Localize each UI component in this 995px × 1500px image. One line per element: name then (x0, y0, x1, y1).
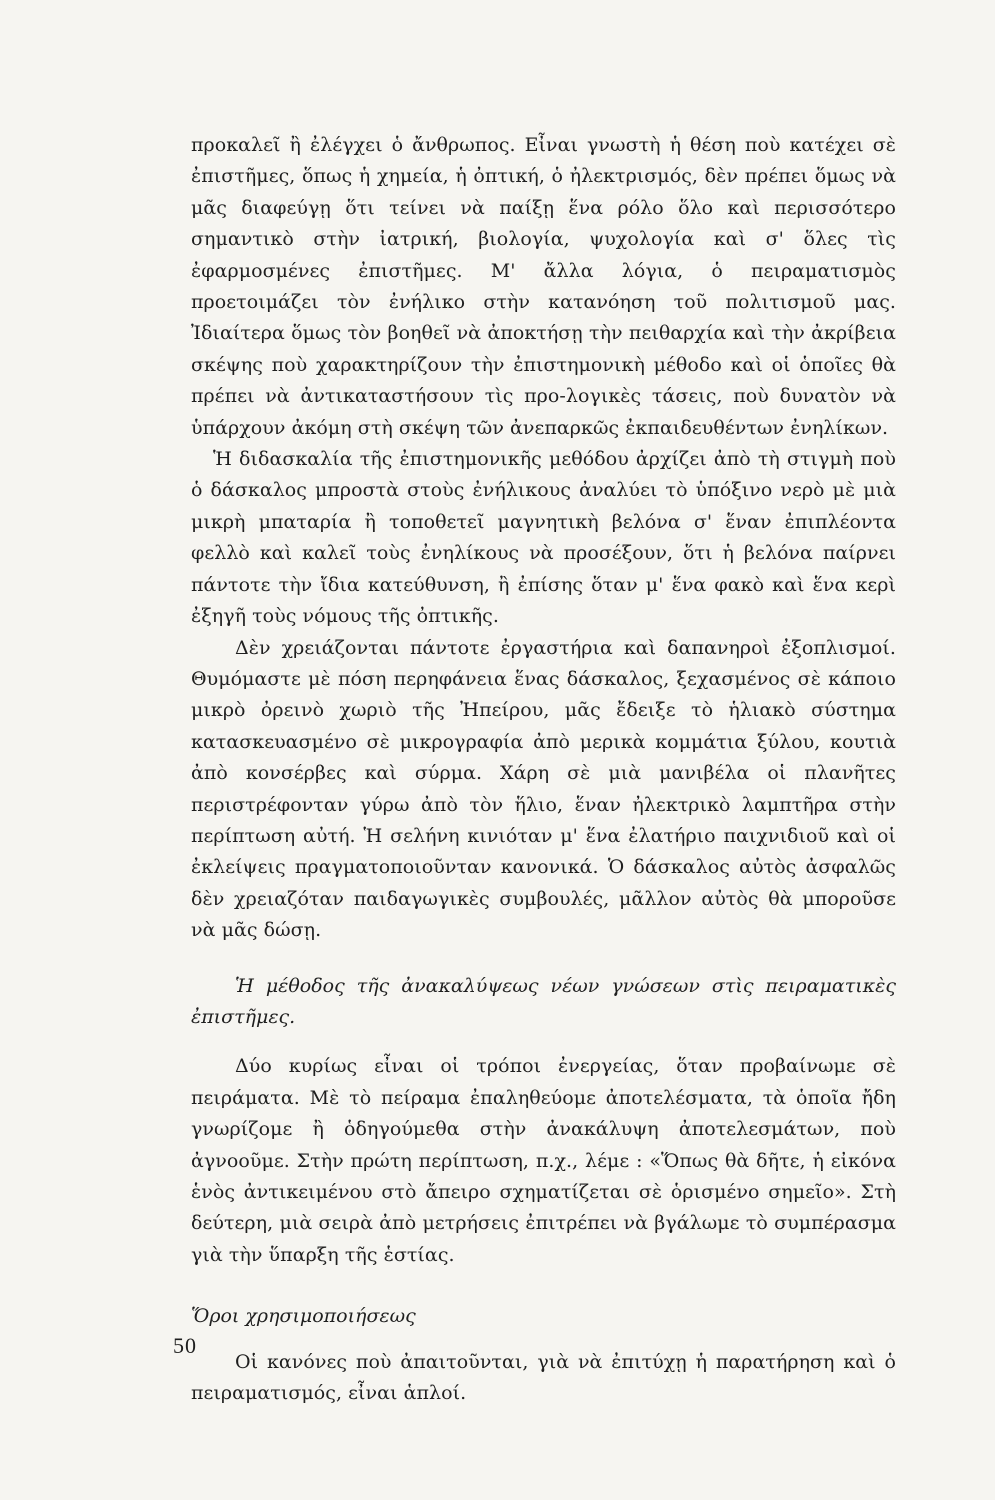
paragraph-4: Δύο κυρίως εἶναι οἱ τρόποι ἐνεργείας, ὅταν προβαίνωμε σὲ πειράματα. Μὲ τὸ πείραμα ἐπαληθεύομε ἀποτελέσματα, τὰ ὁποῖα ἤδη γνωρίζομε ἢ ὁδηγούμεθα στὴν ἀνακάλυψη ἀποτελεσμάτων, ποὺ ἀγνοοῦμε. Στὴν πρώτη περίπτωση, π.χ., λέμε : «Ὅπως θὰ δῆτε, ἡ εἰκόνα ἑνὸς ἀντικειμένου στὸ ἄπειρο σχηματίζεται σὲ ὁρισμένο σημεῖο». Στὴ δεύτερη, μιὰ σειρὰ ἀπὸ μετρήσεις ἐπιτρέπει νὰ βγάλωμε τὸ συμπέρασμα γιὰ τὴν ὕπαρξη τῆς ἑστίας. (191, 1055, 896, 1266)
paragraph-5: Οἱ κανόνες ποὺ ἀπαιτοῦνται, γιὰ νὰ ἐπιτύχῃ ἡ παρατήρηση καὶ ὁ πειραματισμός, εἶναι ἁπλοί. (191, 1350, 896, 1405)
page-body (191, 130, 896, 1409)
section-heading-discovery: Ἡ μέθοδος τῆς ἀνακαλύψεως νέων γνώσεων στὶς πειραματικὲς ἐπιστῆμες. (191, 974, 896, 1028)
page-number: 50 (173, 1333, 197, 1358)
paragraph-3: Δὲν χρειάζονται πάντοτε ἐργαστήρια καὶ δαπανηροὶ ἐξοπλισμοί. Θυμόμαστε μὲ πόση περηφάνεια ἕνας δάσκαλος, ξεχασμένος σὲ κάποιο μικρὸ ὀρεινὸ χωριὸ τῆς Ἠπείρου, μᾶς ἔδειξε τὸ ἡλιακὸ σύστημα κατασκευασμένο σὲ μικρογραφία ἀπὸ μερικὰ κομμάτια ξύλου, κουτιὰ ἀπὸ κονσέρβες καὶ σύρμα. Χάρη σὲ μιὰ μανιβέλα οἱ πλανῆτες περιστρέφονταν γύρω ἀπὸ τὸν ἥλιο, ἕναν ἠλεκτρικὸ λαμπτῆρα στὴν περίπτωση αὐτή. Ἡ σελήνη κινιόταν μ' ἕνα ἐλατήριο παιχνιδιοῦ καὶ οἱ ἐκλείψεις πραγματοποιοῦνταν κανονικά. Ὁ δάσκαλος αὐτὸς ἀσφαλῶς δὲν χρειαζόταν παιδαγωγικὲς συμβουλές, μᾶλλον αὐτὸς θὰ μποροῦσε νὰ μᾶς δώσῃ. (191, 636, 896, 942)
section-heading-terms: Ὅροι χρησιμοποιήσεως (191, 1305, 416, 1328)
paragraph-2: Ἡ διδασκαλία τῆς ἐπιστημονικῆς μεθόδου ἀρχίζει ἀπὸ τὴ στιγμὴ ποὺ ὁ δάσκαλος μπροστὰ στοὺς ἐνήλικους ἀναλύει τὸ ὑπόξινο νερὸ μὲ μιὰ μικρὴ μπαταρία ἢ τοποθετεῖ μαγνητικὴ βελόνα σ' ἕναν ἐπιπλέοντα φελλὸ καὶ καλεῖ τοὺς ἐνηλίκους νὰ προσέξουν, ὅτι ἡ βελόνα παίρνει πάντοτε τὴν ἴδια κατεύθυνση, ἢ ἐπίσης ὅταν μ' ἕνα φακὸ καὶ ἕνα κερὶ ἐξηγῆ τοὺς νόμους τῆς ὀπτικῆς. (191, 448, 896, 628)
paragraph-1: προκαλεῖ ἢ ἐλέγχει ὁ ἄνθρωπος. Εἶναι γνωστὴ ἡ θέση ποὺ κατέχει σὲ ἐπιστῆμες, ὅπως ἡ χημεία, ἡ ὀπτική, ὁ ἠλεκτρισμός, δὲν πρέπει ὅμως νὰ μᾶς διαφεύγῃ ὅτι τείνει νὰ παίξῃ ἕνα ρόλο ὅλο καὶ περισσότερο σημαντικὸ στὴν ἰατρική, βιολογία, ψυχολογία καὶ σ' ὅλες τὶς ἐφαρμοσμένες ἐπιστῆμες. Μ' ἄλλα λόγια, ὁ πειραματισμὸς προετοιμάζει τὸν ἐνήλικο στὴν κατανόηση τοῦ πολιτισμοῦ μας. Ἰδιαίτερα ὅμως τὸν βοηθεῖ νὰ ἀποκτήσῃ τὴν πειθαρχία καὶ τὴν ἀκρίβεια σκέψης ποὺ χαρακτηρίζουν τὴν ἐπιστημονικὴ μέθοδο καὶ οἱ ὁποῖες θὰ πρέπει νὰ ἀντικαταστήσουν τὶς προ-λογικὲς τάσεις, ποὺ δυνατὸν νὰ ὑπάρχουν ἀκόμη στὴ σκέψη τῶν ἀνεπαρκῶς ἐκπαιδευθέντων ἐνηλίκων. (191, 134, 896, 439)
